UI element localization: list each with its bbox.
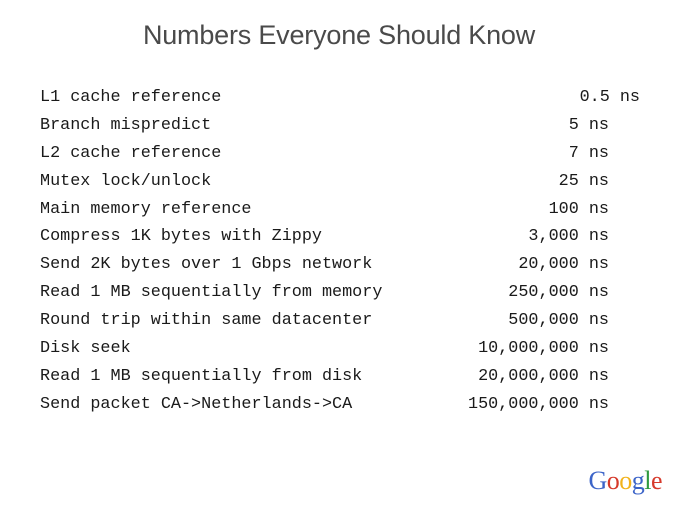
latency-value: 7 ns <box>568 143 609 163</box>
operation-label: Read 1 MB sequentially from disk <box>40 366 363 386</box>
operation-label: Compress 1K bytes with Zippy <box>40 227 322 247</box>
latency-row <box>40 279 640 307</box>
latency-value: 5 ns <box>568 115 609 135</box>
operation-label: Send 2K bytes over 1 Gbps network <box>40 255 373 275</box>
google-logo-letter: e <box>650 466 662 495</box>
google-logo-letter: o <box>606 466 620 495</box>
operation-label: L2 cache reference <box>40 143 222 163</box>
latency-row <box>40 112 640 140</box>
latency-value: 100 ns <box>548 199 609 219</box>
google-logo <box>588 466 662 496</box>
latency-value: 20,000,000 ns <box>478 366 609 386</box>
latency-value: 10,000,000 ns <box>478 339 609 359</box>
latency-row <box>40 251 640 279</box>
google-logo-letter: o <box>619 466 632 495</box>
operation-label: Read 1 MB sequentially from memory <box>40 283 383 303</box>
operation-label: Mutex lock/unlock <box>40 171 212 191</box>
latency-row <box>40 168 640 196</box>
latency-row <box>40 335 640 363</box>
latency-row <box>40 307 640 335</box>
latency-row <box>40 84 640 112</box>
operation-label: Send packet CA->Netherlands->CA <box>40 394 353 414</box>
latency-value: 3,000 ns <box>528 227 609 247</box>
latency-value: 500,000 ns <box>508 311 609 331</box>
latency-value: 150,000,000 ns <box>468 394 609 414</box>
latency-row <box>40 363 640 391</box>
operation-label: Disk seek <box>40 339 131 359</box>
slide-title: Numbers Everyone Should Know <box>142 20 536 50</box>
operation-label: Branch mispredict <box>40 115 212 135</box>
operation-label: L1 cache reference <box>40 88 222 107</box>
google-logo-letter: g <box>631 466 645 495</box>
operation-label: Main memory reference <box>40 199 252 219</box>
latency-value: 0.5 ns <box>579 88 640 107</box>
latency-row <box>40 391 640 419</box>
latency-value: 20,000 ns <box>518 255 609 275</box>
operation-label: Round trip within same datacenter <box>40 311 373 331</box>
latency-value: 250,000 ns <box>508 283 609 303</box>
latency-row <box>40 196 640 224</box>
google-logo-letter: G <box>588 466 607 495</box>
latency-value: 25 ns <box>558 171 609 191</box>
google-logo-letter: l <box>644 466 651 495</box>
latency-row <box>40 140 640 168</box>
latency-table <box>40 84 640 419</box>
latency-row <box>40 223 640 251</box>
